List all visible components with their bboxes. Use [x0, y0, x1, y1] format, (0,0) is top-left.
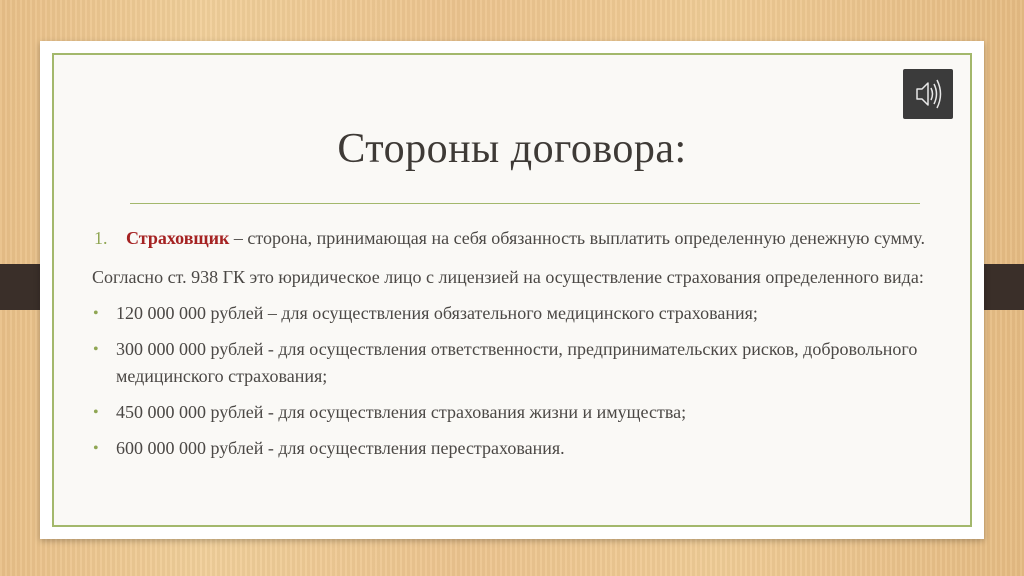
bullet-marker: •: [93, 404, 99, 421]
slide: [40, 41, 984, 539]
list-item: [92, 336, 952, 390]
list-item: [92, 300, 952, 327]
list-item-text: 300 000 000 рублей - для осуществления ответственности, предпринимательских рисков, добровольного медицинского страхования;: [116, 339, 918, 386]
bullet-marker: •: [93, 341, 99, 358]
list-item-text: 600 000 000 рублей - для осуществления перестрахования.: [116, 438, 565, 458]
law-paragraph: Согласно ст. 938 ГК это юридическое лицо с лицензией на осуществление страхования определенного вида:: [92, 267, 924, 287]
term-insurer: Страховщик: [126, 228, 230, 248]
list-item-text: 120 000 000 рублей – для осуществления обязательного медицинского страхования;: [116, 303, 758, 323]
list-item: [92, 399, 952, 426]
title-divider: [130, 203, 920, 204]
term-definition: – сторона, принимающая на себя обязанность выплатить определенную денежную сумму.: [229, 228, 925, 248]
number-marker: 1.: [94, 228, 108, 248]
slide-content: [92, 225, 952, 462]
slide-border: [52, 53, 972, 527]
numbered-item: [92, 225, 952, 252]
bullet-marker: •: [93, 440, 99, 457]
list-item-text: 450 000 000 рублей - для осуществления страхования жизни и имущества;: [116, 402, 687, 422]
bullet-marker: •: [93, 305, 99, 322]
list-item: [92, 435, 952, 462]
sound-icon[interactable]: [903, 69, 953, 119]
slide-title: Стороны договора:: [337, 126, 687, 172]
